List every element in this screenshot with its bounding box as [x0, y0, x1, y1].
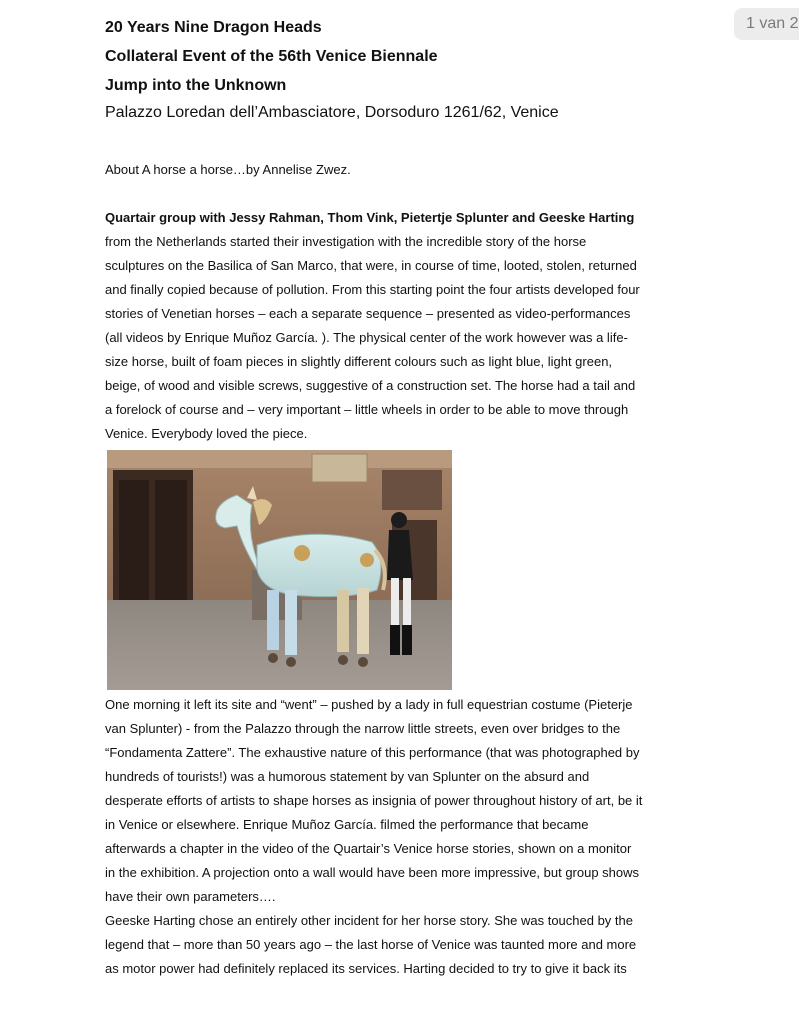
text-line: afterwards a chapter in the video of the Quartair’s Venice horse stories, shown on a monitor [105, 841, 632, 856]
text-line: stories of Venetian horses – each a separate sequence – presented as video-performances [105, 306, 631, 321]
text-line: Geeske Harting chose an entirely other incident for her horse story. She was touched by the [105, 913, 633, 928]
horse-sculpture-photo [107, 450, 452, 690]
page-indicator: 1 van 2 [734, 8, 799, 40]
article-byline: About A horse a horse…by Annelise Zwez. [105, 162, 351, 177]
text-line: hundreds of tourists!) was a humorous statement by van Splunter on the absurd and [105, 769, 590, 784]
text-line: in the exhibition. A projection onto a wall would have been more impressive, but group shows [105, 865, 640, 880]
exhibition-title: 20 Years Nine Dragon Heads [105, 19, 322, 36]
text-line: sculptures on the Basilica of San Marco, that were, in course of time, looted, stolen, returned [105, 258, 637, 273]
venue-address: Palazzo Loredan dell’Ambasciatore, Dorsoduro 1261/62, Venice [105, 104, 559, 121]
paragraph-1 [105, 206, 640, 446]
text-line: One morning it left its site and “went” – pushed by a lady in full equestrian costume (Pieterje [105, 697, 633, 712]
text-line: legend that – more than 50 years ago – the last horse of Venice was taunted more and more [105, 937, 637, 952]
text-line: in Venice or elsewhere. Enrique Muñoz García. filmed the performance that became [105, 817, 589, 832]
text-line: size horse, built of foam pieces in slightly different colours such as light blue, light green, [105, 354, 613, 369]
text-line: have their own parameters…. [105, 889, 276, 904]
event-subtitle: Collateral Event of the 56th Venice Biennale [105, 48, 438, 65]
text-line: van Splunter) - from the Palazzo through the narrow little streets, even over bridges to the [105, 721, 621, 736]
text-line: and finally copied because of pollution. From this starting point the four artists developed four [105, 282, 640, 297]
paragraph-2 [105, 693, 642, 981]
text-line: desperate efforts of artists to shape horses as insignia of power throughout history of art, be it [105, 793, 643, 808]
text-line: beige, of wood and visible screws, suggestive of a construction set. The horse had a tail and [105, 378, 636, 393]
text-line: a forelock of course and – very important – little wheels in order to be able to move through [105, 402, 629, 417]
paragraph-1-lead: Quartair group with Jessy Rahman, Thom Vink, Pietertje Splunter and Geeske Harting [105, 210, 635, 225]
show-title: Jump into the Unknown [105, 77, 287, 94]
text-line: Venice. Everybody loved the piece. [105, 426, 308, 441]
text-line: as motor power had definitely replaced its services. Harting decided to try to give it back its [105, 961, 627, 976]
text-line: from the Netherlands started their investigation with the incredible story of the horse [105, 234, 587, 249]
text-line: “Fondamenta Zattere”. The exhaustive nature of this performance (that was photographed by [105, 745, 640, 760]
text-line: (all videos by Enrique Muñoz García. ). The physical center of the work however was a life- [105, 330, 628, 345]
